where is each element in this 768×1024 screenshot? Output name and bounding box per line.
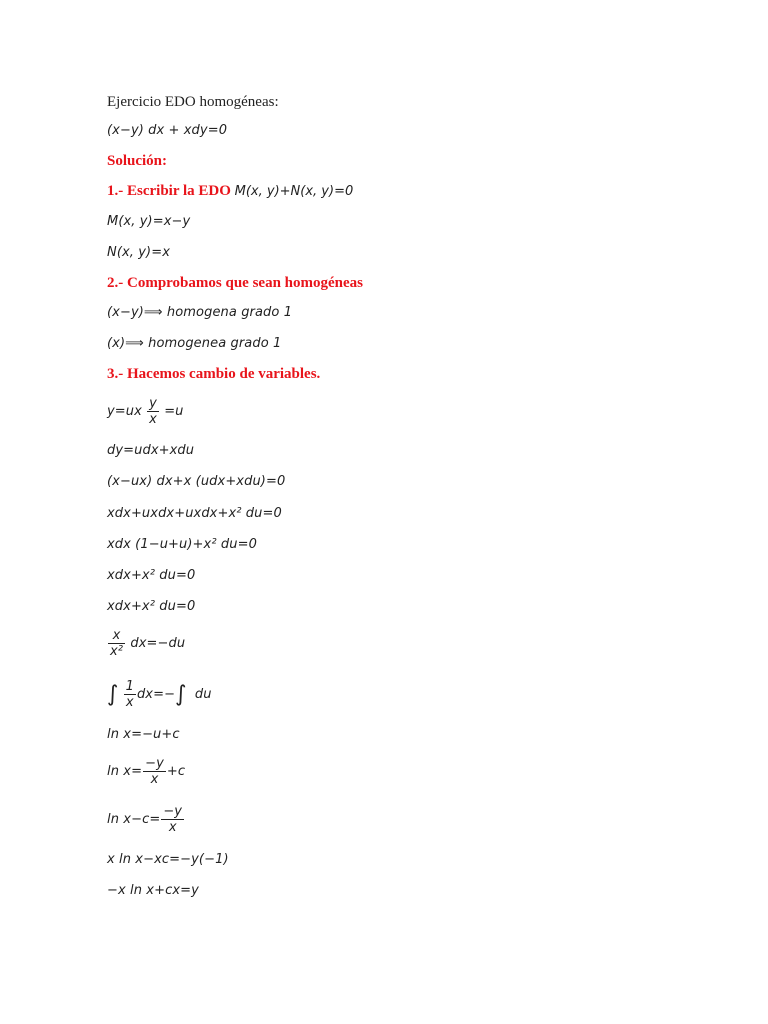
log-line-2	[107, 756, 185, 787]
substitution-line	[107, 396, 184, 427]
homogeneity-n: (x)⟹ homogenea grado 1	[107, 336, 282, 351]
fraction-numerator: y	[149, 396, 157, 411]
solution-heading: Solución:	[107, 153, 168, 169]
integral-sign: ∫	[175, 681, 187, 707]
fraction-denominator: x	[149, 412, 157, 427]
fraction-numerator: x	[108, 628, 125, 644]
homogeneity-m: (x−y)⟹ homogena grado 1	[107, 305, 293, 320]
log-line-2-right: +c	[166, 764, 186, 779]
exercise-title: Ejercicio EDO homogéneas:	[107, 94, 279, 110]
log-line-3-fraction	[161, 804, 184, 835]
substitution-right: =u	[164, 404, 184, 419]
fraction-numerator: 1	[125, 679, 134, 694]
log-line-3-left: ln x−c=	[107, 812, 161, 827]
equation-line-2: xdx+uxdx+uxdx+x² du=0	[107, 506, 282, 521]
fraction-numerator: −y	[145, 756, 164, 771]
integral-right: du	[190, 687, 212, 702]
step-3-heading: 3.- Hacemos cambio de variables.	[107, 366, 321, 382]
n-definition: N(x, y)=x	[107, 245, 171, 260]
integral-fraction	[124, 679, 136, 710]
step-1-label: 1.- Escribir la EDO	[107, 183, 231, 199]
separated-right: dx=−du	[130, 636, 186, 651]
ode-equation: (x−y) dx + xdy=0	[107, 123, 228, 138]
equation-line-4: xdx+x² du=0	[107, 568, 196, 583]
separated-fraction	[108, 628, 125, 659]
log-line-2-left: ln x=	[107, 764, 143, 779]
log-line-3	[107, 804, 185, 835]
equation-line-5: xdx+x² du=0	[107, 599, 196, 614]
log-line-2-fraction	[143, 756, 166, 787]
fraction-denominator: x	[150, 772, 159, 787]
integral-middle: dx=−	[136, 687, 176, 702]
fraction-numerator: −y	[163, 804, 183, 819]
fraction-denominator: x	[168, 820, 177, 835]
result-line-1: x ln x−xc=−y(−1)	[107, 852, 229, 867]
integral-sign: ∫	[107, 681, 119, 707]
step-1-heading	[107, 182, 353, 201]
equation-line-3: xdx (1−u+u)+x² du=0	[107, 537, 257, 552]
substitution-fraction	[147, 396, 159, 427]
m-definition: M(x, y)=x−y	[107, 214, 191, 229]
separated-line	[107, 628, 185, 659]
fraction-denominator: x	[125, 695, 134, 710]
integral-line	[107, 679, 212, 710]
step-1-form: M(x, y)+N(x, y)=0	[234, 184, 354, 199]
equation-line-1: (x−ux) dx+x (udx+xdu)=0	[107, 474, 286, 489]
log-line-1: ln x=−u+c	[107, 727, 180, 742]
step-2-heading: 2.- Comprobamos que sean homogéneas	[107, 275, 363, 291]
result-line-2: −x ln x+cx=y	[107, 883, 199, 898]
substitution-left: y=ux	[107, 404, 142, 419]
fraction-denominator: x²	[110, 644, 124, 659]
differential-line: dy=udx+xdu	[107, 443, 195, 458]
